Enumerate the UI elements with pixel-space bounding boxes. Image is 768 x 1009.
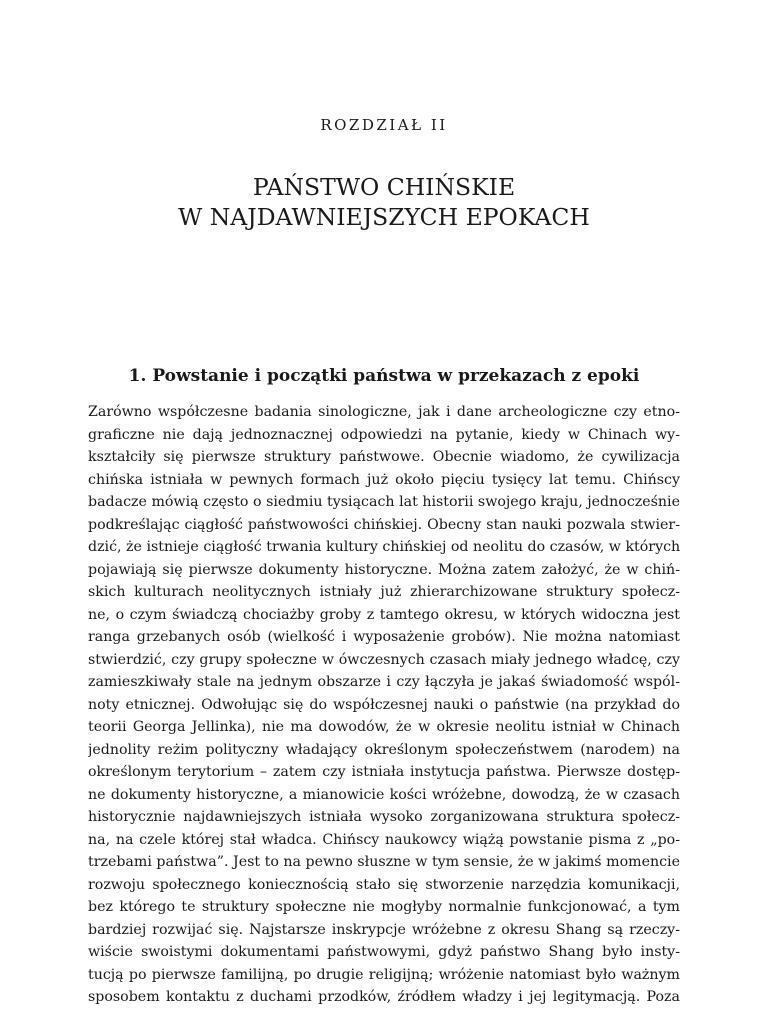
chapter-label: ROZDZIAŁ II [320, 116, 448, 134]
body-line: dzić, że istnieje ciągłość trwania kultury chińskiej od neolitu do czasów, w których [88, 539, 680, 555]
chapter-title-line-1: PAŃSTWO CHIŃSKIE [252, 173, 516, 201]
body-line: ne dokumenty historyczne, a mianowicie kości wróżebne, dowodzą, że w czasach [88, 786, 680, 803]
body-line: badacze mówią często o siedmiu tysiącach lat historii swojego kraju, jednocześnie [88, 494, 680, 510]
body-line: jednolity reżim polityczny władający określonym społeczeństwem (narodem) na [88, 741, 680, 758]
body-line: sposobem kontaktu z duchami przodków, źródłem władzy i jej legitymacją. Poza [88, 989, 680, 1005]
body-line: trzebami państwa”. Jest to na pewno słuszne w tym sensie, że w jakimś momencie [88, 854, 680, 870]
section-heading: 1. Powstanie i początki państwa w przekazach z epoki [128, 366, 640, 386]
chapter-title-line-2: W NAJDAWNIEJSZYCH EPOKACH [178, 203, 590, 231]
body-line: skich kulturach neolitycznych istniały już zhierarchizowane struktury społecz- [88, 584, 680, 600]
body-line: zamieszkiwały stale na jednym obszarze i czy łączyła je jakaś świadomość wspól- [88, 674, 680, 690]
body-line: noty etnicznej. Odwołując się do współczesnej nauki o państwie (na przykład do [88, 696, 680, 713]
body-line: tucją po pierwsze familijną, po drugie religijną; wróżenie natomiast było ważnym [88, 966, 680, 983]
body-line: stwierdzić, czy grupy społeczne w ówczesnych czasach miały jednego władcę, czy [88, 651, 680, 668]
body-line: bardziej rozwijać się. Najstarsze inskrypcje wróżebne z okresu Shang są rzeczy- [88, 921, 680, 938]
body-line: chińska istniała w pewnych formach już około pięciu tysięcy lat temu. Chińscy [88, 471, 680, 488]
body-line: graficzne nie dają jednoznacznej odpowiedzi na pytanie, kiedy w Chinach wy- [88, 426, 680, 443]
body-line: określonym terytorium – zatem czy istniała instytucja państwa. Pierwsze dostęp- [88, 764, 680, 780]
body-line: historycznie najdawniejszych istniała wysoko zorganizowana struktura społecz- [88, 809, 680, 825]
body-line: ne, o czym świadczą chociażby groby z tamtego okresu, w których widoczna jest [88, 606, 680, 623]
body-line: ranga grzebanych osób (wielkość i wyposażenie grobów). Nie można natomiast [88, 629, 680, 645]
body-line: wiście swoistymi dokumentami państwowymi, gdyż państwo Shang było insty- [88, 944, 680, 960]
body-line: teorii Georga Jellinka), nie ma dowodów, że w okresie neolitu istniał w Chinach [88, 719, 680, 735]
body-line: pojawiają się pierwsze dokumenty historyczne. Można zatem założyć, że w chiń- [88, 561, 680, 578]
body-line: podkreślając ciągłość państwowości chińskiej. Obecny stan nauki pozwala stwier- [88, 516, 680, 533]
body-line: Zarówno współczesne badania sinologiczne, jak i dane archeologiczne czy etno- [88, 404, 680, 420]
body-line: na, na czele której stał władca. Chińscy naukowcy wiążą powstanie pisma z „po- [88, 831, 680, 848]
body-paragraph [88, 401, 680, 1009]
chapter-title [0, 172, 768, 232]
body-line: kształciły się pierwsze struktury państwowe. Obecnie wiadomo, że cywilizacja [88, 449, 680, 465]
body-line: rozwoju społecznego koniecznością stało się stworzenie narzędzia komunikacji, [88, 876, 680, 893]
body-line: bez którego te struktury społeczne nie mogłyby normalnie funkcjonować, a tym [88, 899, 680, 915]
